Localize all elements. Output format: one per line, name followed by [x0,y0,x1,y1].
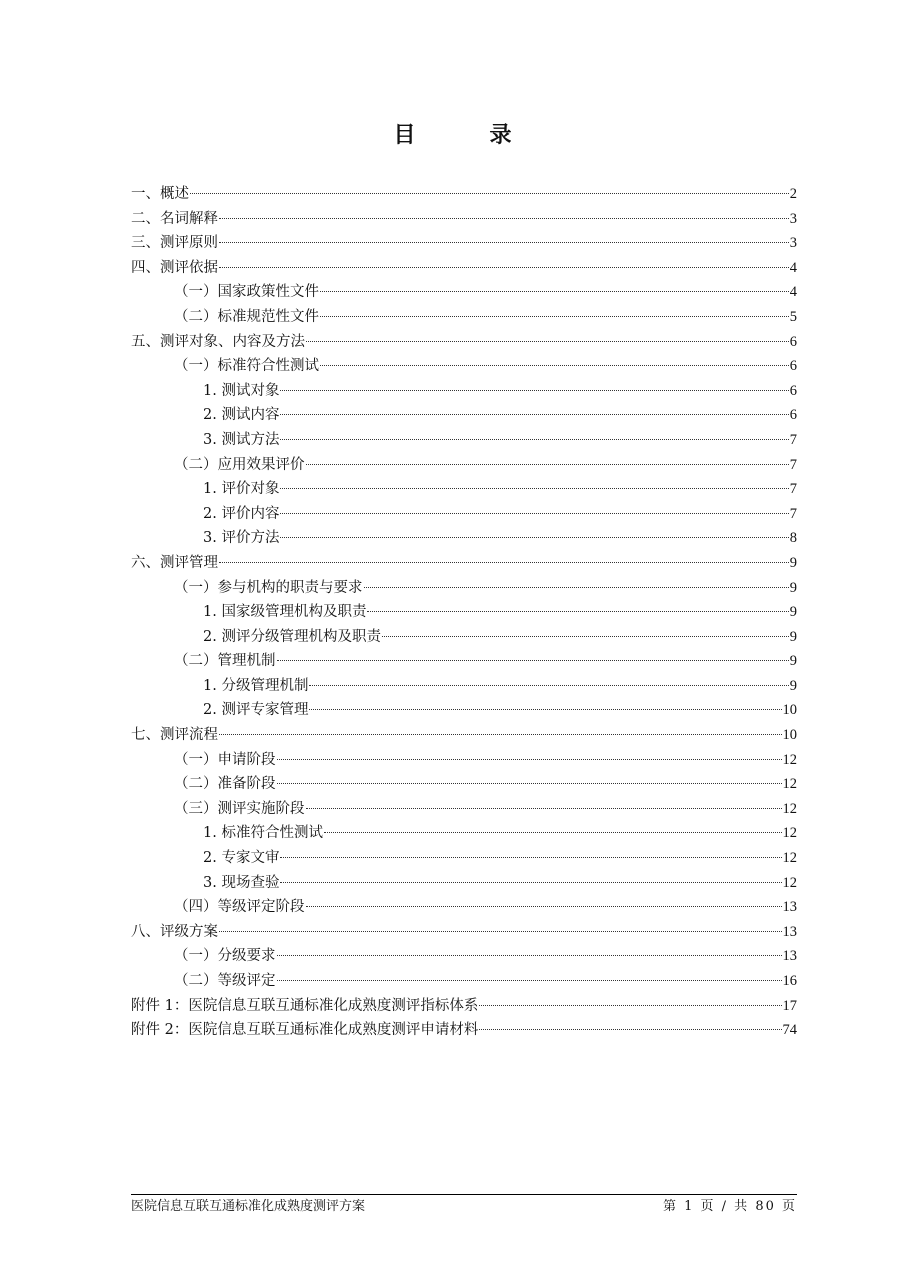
toc-entry-page-number: 4 [789,259,797,276]
toc-dot-leader [219,242,789,243]
toc-entry-page-number: 12 [782,825,797,842]
toc-dot-leader [306,906,782,907]
toc-entry[interactable] [131,453,797,478]
toc-dot-leader [277,660,789,661]
toc-entry-page-number: 12 [782,850,797,867]
toc-entry-page-number: 7 [789,505,797,522]
toc-entry-page-number: 74 [782,1022,797,1039]
toc-entry-label: 2. 测评专家管理 [203,702,309,719]
toc-dot-leader [364,587,789,588]
toc-dot-leader [280,439,788,440]
toc-dot-leader [320,291,789,292]
page-footer [131,1198,797,1216]
toc-entry-page-number: 13 [782,923,797,940]
toc-entry[interactable] [131,330,797,355]
toc-entry-page-number: 13 [782,948,797,965]
toc-entry[interactable] [131,871,797,896]
toc-dot-leader [320,365,789,366]
toc-dot-leader [219,931,782,932]
toc-dot-leader [277,759,782,760]
toc-entry[interactable] [131,969,797,994]
toc-entry[interactable] [131,551,797,576]
toc-dot-leader [306,464,789,465]
toc-entry[interactable] [131,748,797,773]
toc-dot-leader [280,857,781,858]
toc-entry-page-number: 8 [789,530,797,547]
toc-entry[interactable] [131,920,797,945]
toc-dot-leader [479,1005,781,1006]
toc-entry-page-number: 10 [782,702,797,719]
toc-entry[interactable] [131,821,797,846]
toc-entry-page-number: 12 [782,800,797,817]
toc-entry[interactable] [131,674,797,699]
toc-entry-label: 八、评级方案 [131,923,218,940]
toc-entry[interactable] [131,231,797,256]
toc-dot-leader [306,808,782,809]
toc-entry-label: （一）分级要求 [174,948,276,965]
toc-entry-page-number: 4 [789,284,797,301]
toc-entry-label: 五、测评对象、内容及方法 [131,333,305,350]
toc-entry-page-number: 3 [789,235,797,252]
toc-entry[interactable] [131,576,797,601]
toc-dot-leader [309,685,788,686]
toc-entry[interactable] [131,944,797,969]
toc-entry-page-number: 9 [789,677,797,694]
toc-entry-label: 一、概述 [131,186,189,202]
toc-entry-page-number: 3 [789,210,797,227]
toc-entry-page-number: 5 [789,308,797,325]
toc-entry[interactable] [131,994,797,1019]
toc-entry[interactable] [131,477,797,502]
toc-entry-page-number: 7 [789,481,797,498]
toc-entry-page-number: 6 [789,382,797,399]
toc-dot-leader [367,611,788,612]
toc-entry-label: 四、测评依据 [131,259,218,276]
toc-entry-page-number: 9 [789,579,797,596]
toc-entry[interactable] [131,428,797,453]
toc-dot-leader [219,267,789,268]
toc-dot-leader [280,488,788,489]
toc-entry-label: 3. 评价方法 [203,530,280,547]
toc-dot-leader [280,513,788,514]
toc-entry-label: （一）国家政策性文件 [174,284,319,301]
table-of-contents [131,182,797,1043]
toc-entry[interactable] [131,649,797,674]
toc-entry-label: 六、测评管理 [131,554,218,571]
toc-entry-page-number: 13 [782,899,797,916]
toc-dot-leader [309,709,781,710]
toc-entry-label: （一）标准符合性测试 [174,358,319,375]
toc-entry-page-number: 12 [782,874,797,891]
page-title: 目 录 [393,123,538,148]
toc-dot-leader [190,193,789,194]
toc-dot-leader [320,316,789,317]
toc-entry-page-number: 6 [789,333,797,350]
toc-entry-label: 2. 评价内容 [203,505,280,522]
toc-dot-leader [219,218,789,219]
toc-dot-leader [306,341,789,342]
toc-entry[interactable] [131,526,797,551]
toc-entry-label: 1. 评价对象 [203,481,280,498]
toc-entry-page-number: 6 [789,407,797,424]
toc-entry-page-number: 12 [782,776,797,793]
toc-entry-label: 1. 标准符合性测试 [203,825,323,842]
toc-entry-page-number: 9 [789,604,797,621]
toc-entry-page-number: 12 [782,751,797,768]
toc-entry-label: 附件 2：医院信息互联互通标准化成熟度测评申请材料 [131,1022,479,1039]
toc-entry-page-number: 2 [789,186,797,202]
toc-dot-leader [277,955,782,956]
toc-entry-page-number: 7 [789,431,797,448]
toc-entry-page-number: 10 [782,727,797,744]
toc-entry-label: （一）申请阶段 [174,751,276,768]
toc-entry-page-number: 17 [782,997,797,1014]
toc-entry[interactable] [131,502,797,527]
toc-entry-page-number: 6 [789,358,797,375]
toc-entry-page-number: 9 [789,628,797,645]
toc-entry-label: 1. 测试对象 [203,382,280,399]
toc-entry-page-number: 16 [782,973,797,989]
toc-dot-leader [382,636,789,637]
toc-entry-label: （二）标准规范性文件 [174,308,319,325]
toc-entry[interactable] [131,379,797,404]
toc-entry[interactable] [131,1018,797,1043]
toc-entry[interactable] [131,305,797,330]
toc-dot-leader [277,783,782,784]
toc-entry-label: 三、测评原则 [131,235,218,252]
toc-entry[interactable] [131,797,797,822]
toc-dot-leader [219,734,782,735]
footer-document-name: 医院信息互联互通标准化成熟度测评方案 [131,1199,366,1214]
toc-entry[interactable] [131,895,797,920]
toc-dot-leader [280,537,788,538]
toc-entry-label: 2. 测试内容 [203,407,280,424]
footer-divider [131,1194,797,1195]
toc-entry[interactable] [131,354,797,379]
toc-entry[interactable] [131,600,797,625]
toc-entry[interactable] [131,207,797,232]
toc-entry-label: 3. 现场查验 [203,874,280,891]
toc-entry-label: 七、测评流程 [131,727,218,744]
toc-entry-page-number: 9 [789,653,797,670]
toc-dot-leader [277,980,782,981]
toc-entry-label: （二）准备阶段 [174,776,276,793]
toc-entry[interactable] [131,182,797,207]
toc-entry-label: 2. 测评分级管理机构及职责 [203,628,381,645]
toc-entry-label: （二）应用效果评价 [174,456,305,473]
toc-entry-label: （一）参与机构的职责与要求 [174,579,363,596]
toc-entry-label: 3. 测试方法 [203,431,280,448]
toc-entry[interactable] [131,698,797,723]
toc-entry-label: 二、名词解释 [131,210,218,227]
toc-entry-label: （三）测评实施阶段 [174,800,305,817]
toc-dot-leader [280,414,788,415]
toc-dot-leader [280,882,781,883]
toc-entry[interactable] [131,723,797,748]
toc-entry-label: 1. 国家级管理机构及职责 [203,604,367,621]
toc-dot-leader [219,562,789,563]
toc-entry-label: 附件 1：医院信息互联互通标准化成熟度测评指标体系 [131,997,479,1014]
toc-entry-page-number: 9 [789,554,797,571]
toc-entry-label: 2. 专家文审 [203,850,280,867]
toc-entry-label: （二）管理机制 [174,653,276,670]
toc-dot-leader [280,390,788,391]
toc-dot-leader [324,832,782,833]
toc-dot-leader [479,1029,781,1030]
toc-entry[interactable] [131,403,797,428]
toc-entry-label: 1. 分级管理机制 [203,677,309,694]
toc-entry-page-number: 7 [789,456,797,473]
toc-entry[interactable] [131,280,797,305]
toc-entry-label: （二）等级评定 [174,973,276,989]
toc-entry[interactable] [131,772,797,797]
toc-entry-label: （四）等级评定阶段 [174,899,305,916]
toc-entry[interactable] [131,625,797,650]
footer-page-number: 第 1 页 / 共 80 页 [663,1199,797,1214]
toc-entry[interactable] [131,256,797,281]
toc-entry[interactable] [131,846,797,871]
